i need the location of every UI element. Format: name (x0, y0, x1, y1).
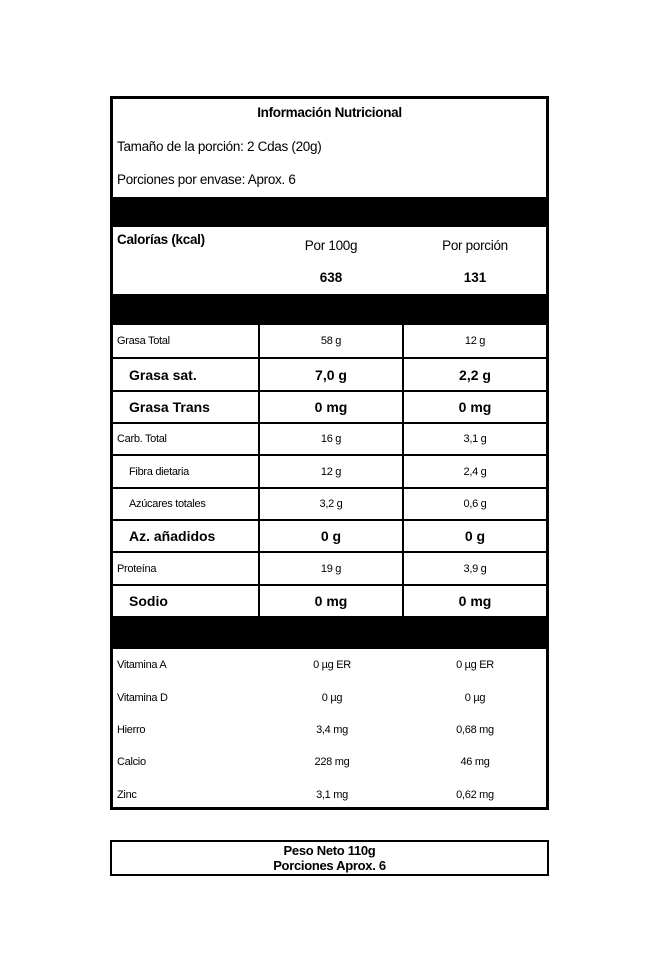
nutrient-per-100g: 12 g (260, 456, 404, 489)
nutrient-name: Carb. Total (113, 424, 260, 456)
divider-band (113, 294, 546, 325)
nutrient-per-serving: 0 mg (404, 586, 546, 618)
vitamin-row (113, 780, 546, 812)
vitamin-per-100g: 228 mg (314, 756, 350, 768)
vitamin-per-serving: 46 mg (460, 756, 490, 768)
nutrient-row (113, 359, 546, 392)
nutrient-per-100g: 16 g (260, 424, 404, 456)
calories-per-serving: 131 (463, 270, 487, 285)
column-header-per-100g: Por 100g (304, 238, 358, 253)
vitamin-per-100g: 0 µg ER (313, 659, 351, 671)
nutrient-row (113, 325, 546, 359)
divider-band (113, 618, 546, 649)
nutrient-per-100g: 0 mg (260, 392, 404, 424)
nutrient-per-serving: 0,6 g (404, 489, 546, 521)
nutrient-per-serving: 2,4 g (404, 456, 546, 489)
nutrient-per-100g: 7,0 g (260, 359, 404, 392)
vitamin-per-100g: 3,1 mg (316, 789, 348, 801)
nutrient-per-100g: 0 mg (260, 586, 404, 618)
nutrient-name: Grasa sat. (113, 359, 260, 392)
servings-per-container: Porciones por envase: Aprox. 6 (117, 172, 296, 187)
vitamin-row (113, 650, 546, 682)
nutrient-name: Azúcares totales (113, 489, 260, 521)
vitamin-name: Zinc (117, 789, 137, 801)
nutrient-name: Proteína (113, 553, 260, 586)
column-header-per-serving: Por porción (442, 238, 508, 253)
divider-band (113, 197, 546, 227)
nutrient-per-serving: 12 g (404, 325, 546, 359)
vitamin-name: Hierro (117, 724, 146, 736)
nutrient-per-serving: 0 g (404, 521, 546, 553)
nutrient-name: Grasa Trans (113, 392, 260, 424)
nutrient-name: Sodio (113, 586, 260, 618)
nutrient-row (113, 424, 546, 456)
nutrient-per-serving: 0 mg (404, 392, 546, 424)
nutrient-per-100g: 3,2 g (260, 489, 404, 521)
calories-per-100g: 638 (319, 270, 343, 285)
calories-label: Calorías (kcal) (117, 232, 205, 247)
nutrient-per-100g: 58 g (260, 325, 404, 359)
serving-size: Tamaño de la porción: 2 Cdas (20g) (117, 139, 322, 154)
nutrient-per-100g: 0 g (260, 521, 404, 553)
nutrient-row (113, 392, 546, 424)
vitamin-name: Vitamina A (117, 659, 167, 671)
net-weight-box (110, 840, 549, 876)
nutrient-row (113, 521, 546, 553)
nutrient-per-serving: 3,1 g (404, 424, 546, 456)
vitamin-row (113, 715, 546, 747)
nutrient-row (113, 586, 546, 618)
vitamin-per-serving: 0,62 mg (456, 789, 494, 801)
nutrient-name: Fibra dietaria (113, 456, 260, 489)
net-weight: Peso Neto 110g (283, 843, 376, 858)
nutrient-per-serving: 3,9 g (404, 553, 546, 586)
vitamin-row (113, 747, 546, 779)
nutrient-name: Grasa Total (113, 325, 260, 359)
panel-title: Información Nutricional (257, 105, 402, 120)
nutrient-row (113, 553, 546, 586)
vitamin-name: Calcio (117, 756, 146, 768)
vitamin-row (113, 683, 546, 715)
nutrient-row (113, 489, 546, 521)
vitamin-per-serving: 0,68 mg (456, 724, 494, 736)
servings-approx: Porciones Aprox. 6 (273, 858, 386, 873)
nutrient-name: Az. añadidos (113, 521, 260, 553)
nutrient-row (113, 456, 546, 489)
nutrient-per-100g: 19 g (260, 553, 404, 586)
vitamin-per-100g: 0 µg (321, 692, 343, 704)
vitamin-per-serving: 0 µg (464, 692, 486, 704)
nutrition-facts-panel (110, 96, 549, 810)
nutrient-per-serving: 2,2 g (404, 359, 546, 392)
vitamin-name: Vitamina D (117, 692, 168, 704)
vitamin-per-serving: 0 µg ER (456, 659, 494, 671)
vitamin-per-100g: 3,4 mg (316, 724, 348, 736)
